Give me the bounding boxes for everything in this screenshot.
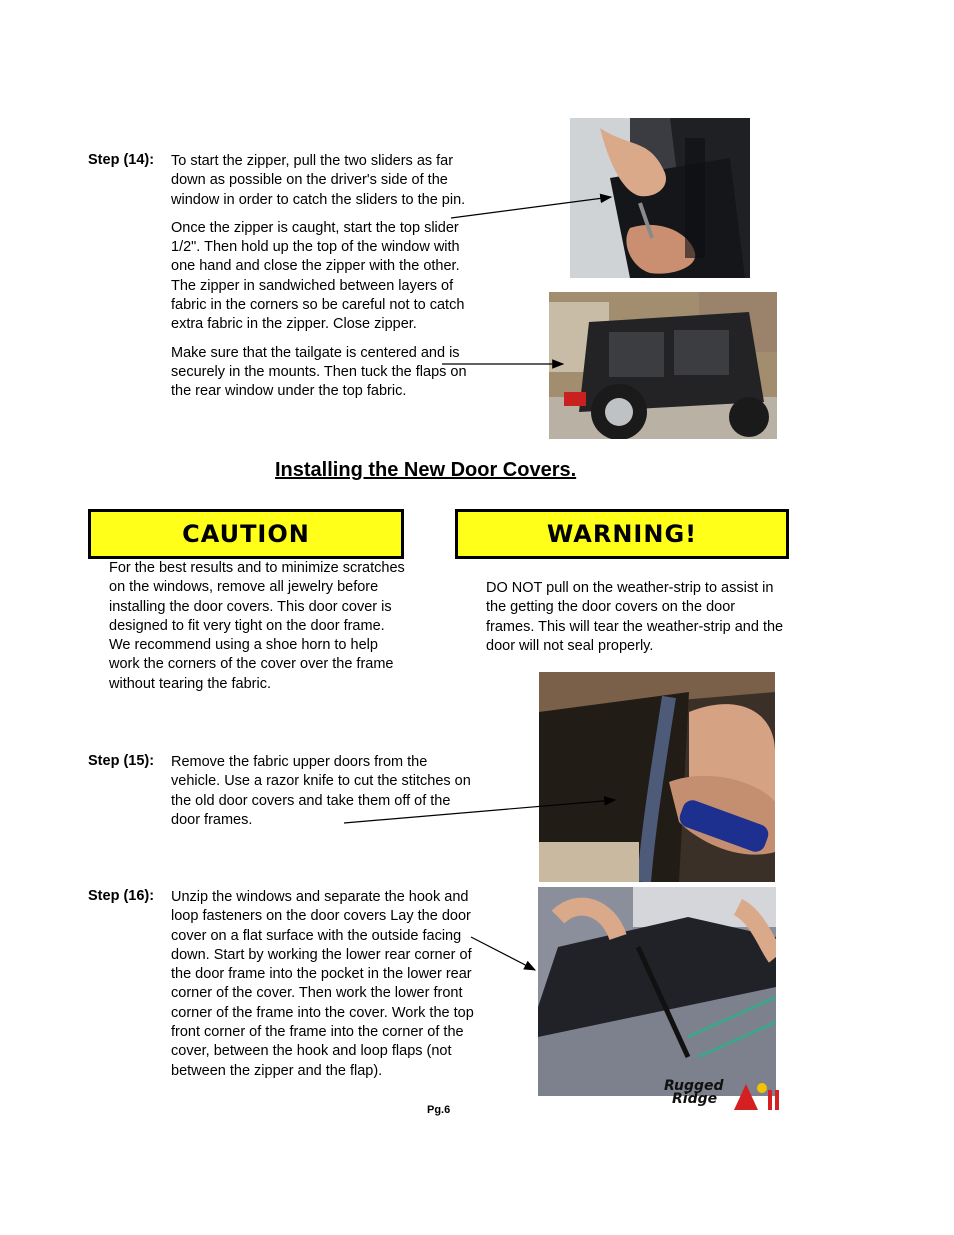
caution-sign-text: CAUTION bbox=[182, 520, 310, 548]
arrow-step15 bbox=[344, 800, 615, 823]
section-heading: Installing the New Door Covers. bbox=[275, 459, 577, 481]
caution-text: For the best results and to minimize scratches on the windows, remove all jewelry before installing the door covers. This door cover is designed to fit very tight on the door frame. We recommend using a shoe horn to help work the corners of the cover over the frame without tearing the fabric. bbox=[109, 560, 405, 692]
arrow-step14-zipper bbox=[451, 197, 611, 218]
logo-line-2: Ridge bbox=[672, 1091, 718, 1107]
step-14-paragraph-3: Make sure that the tailgate is centered and is securely in the mounts. Then tuck the flaps on the rear window under the top fabric. bbox=[171, 344, 467, 400]
page-number: Pg.6 bbox=[427, 1104, 451, 1116]
step-16-label: Step (16): bbox=[88, 888, 155, 904]
arrow-step16 bbox=[471, 937, 535, 970]
logo-line-1: Rugged bbox=[664, 1078, 724, 1094]
rugged-ridge-logo bbox=[662, 1078, 787, 1114]
step-14-paragraph-2: Once the zipper is caught, start the top slider 1/2". Then hold up the top of the window with one hand and close the zipper with the other. The zipper in sandwiched between layers of fabric in the corners so be careful not to catch extra fabric in the zipper. Close zipper. bbox=[171, 219, 465, 333]
step-16-text: Unzip the windows and separate the hook and loop fasteners on the door covers Lay the door cover on a flat surface with the outside facing down. Start by working the lower rear corner of the door frame into the pocket in the lower rear corner of the cover. Then work the lower front corner of the frame into the cover. Work the top front corner of the frame into the corner of the cover, between the hook and loop flaps (not between the zipper and the flap). bbox=[171, 889, 474, 1079]
step-14-paragraph-1: To start the zipper, pull the two sliders as far down as possible on the driver's side of the window in order to catch the sliders to the pin. bbox=[171, 153, 466, 208]
warning-sign-text: WARNING! bbox=[546, 520, 698, 548]
step-14-label: Step (14): bbox=[88, 152, 155, 168]
step-15-text: Remove the fabric upper doors from the vehicle. Use a razor knife to cut the stitches on the old door covers and take them off of the door frames. bbox=[171, 754, 471, 828]
warning-text: DO NOT pull on the weather-strip to assist in the getting the door covers on the door frames. This will tear the weather-strip and the door will not seal properly. bbox=[486, 580, 784, 654]
logo-mark-icon bbox=[732, 1080, 784, 1110]
step-15-label: Step (15): bbox=[88, 753, 155, 769]
